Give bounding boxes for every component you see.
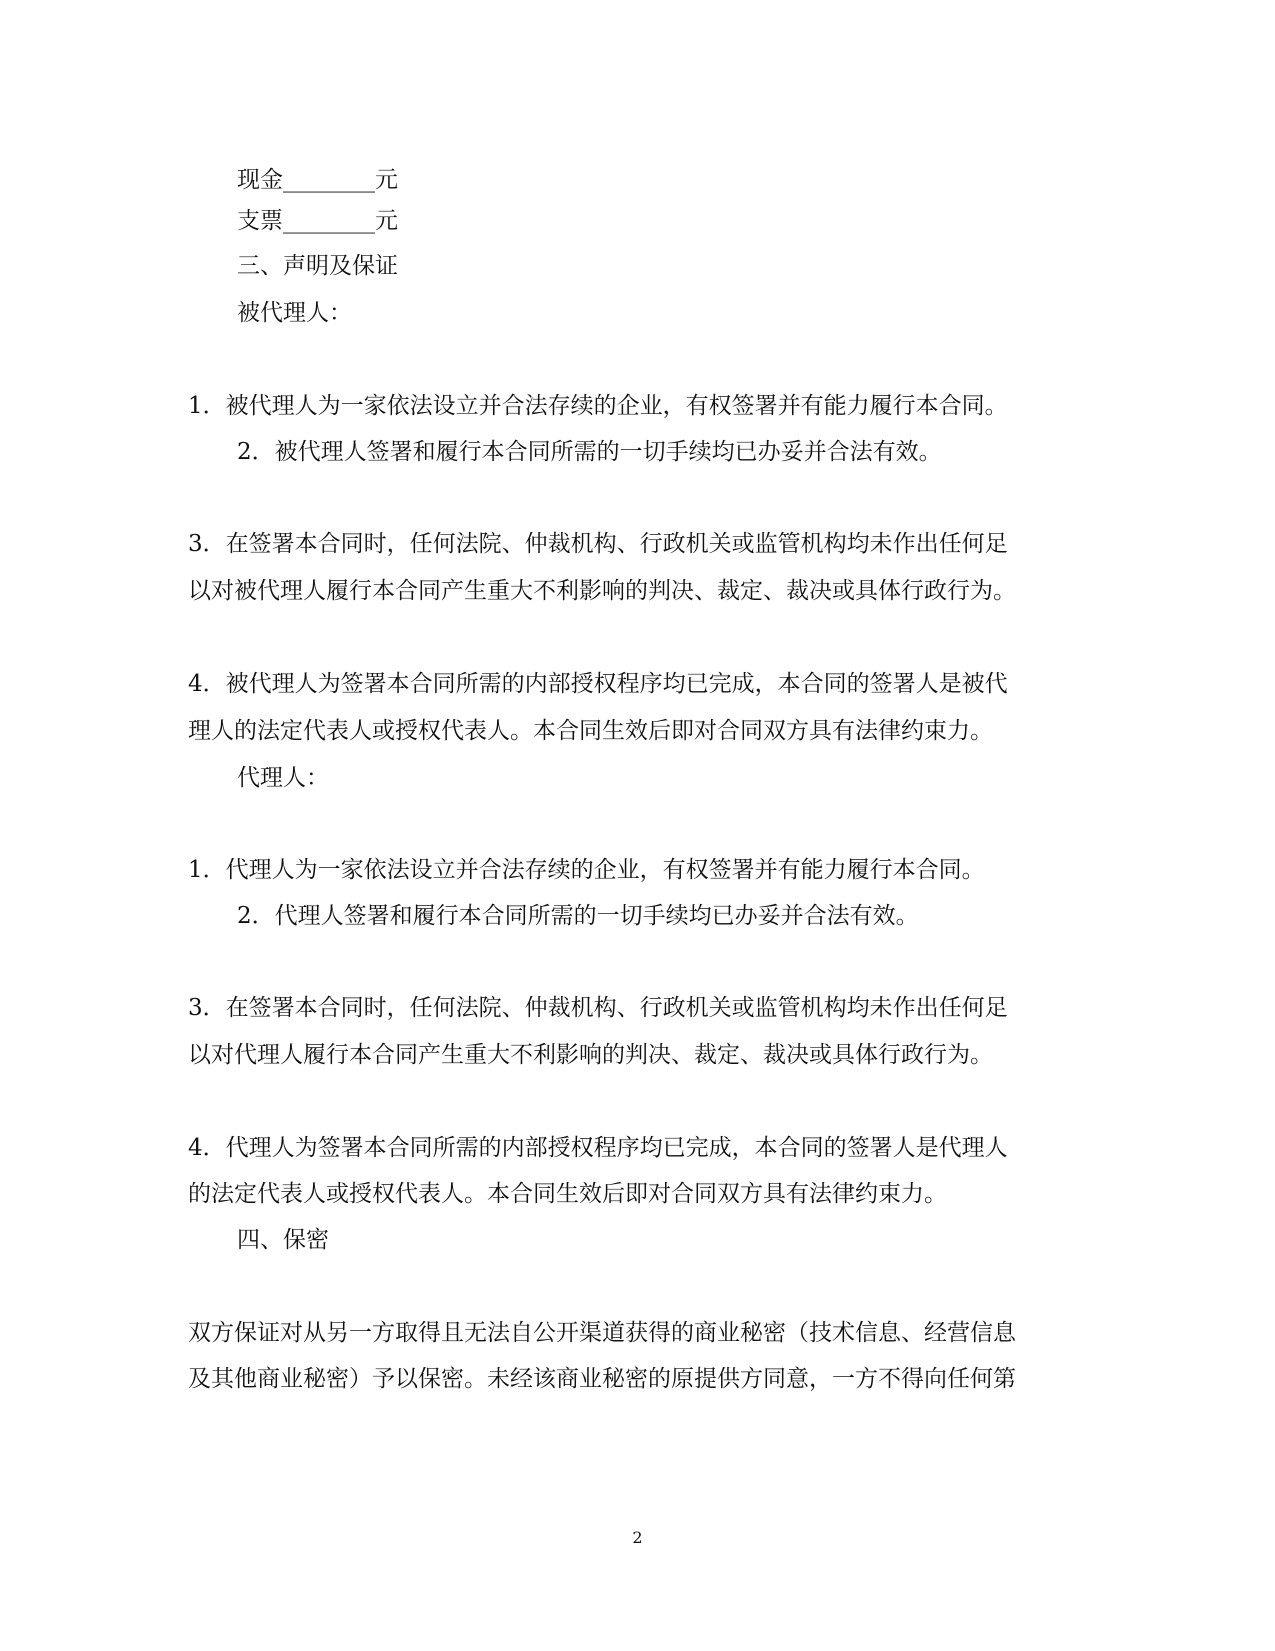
principal-heading: 被代理人：: [237, 300, 352, 326]
principal-item-1: 1．被代理人为一家依法设立并合法存续的企业，有权签署并有能力履行本合同。: [188, 393, 1008, 419]
agent-item-3-line1: 3．在签署本合同时，任何法院、仲裁机构、行政机关或监管机构均未作出任何足: [188, 995, 1008, 1021]
principal-item-4-line1: 4．被代理人为签署本合同所需的内部授权程序均已完成，本合同的签署人是被代: [188, 671, 1008, 697]
agent-item-4-line2: 的法定代表人或授权代表人。本合同生效后即对合同双方具有法律约束力。: [188, 1181, 947, 1207]
cash-amount-line: 现金________元: [237, 167, 398, 193]
page-number: 2: [632, 1528, 643, 1547]
principal-item-4-line2: 理人的法定代表人或授权代表人。本合同生效后即对合同双方具有法律约束力。: [188, 718, 993, 744]
agent-item-1: 1．代理人为一家依法设立并合法存续的企业，有权签署并有能力履行本合同。: [188, 857, 985, 883]
confidentiality-line-1: 双方保证对从另一方取得且无法自公开渠道获得的商业秘密（技术信息、经营信息: [188, 1320, 1016, 1346]
confidentiality-line-2: 及其他商业秘密）予以保密。未经该商业秘密的原提供方同意，一方不得向任何第: [188, 1366, 1016, 1392]
cheque-amount-line: 支票________元: [237, 208, 398, 234]
section4-heading: 四、保密: [237, 1227, 329, 1253]
agent-item-3-line2: 以对代理人履行本合同产生重大不利影响的判决、裁定、裁决或具体行政行为。: [188, 1042, 993, 1068]
agent-item-4-line1: 4．代理人为签署本合同所需的内部授权程序均已完成，本合同的签署人是代理人: [188, 1135, 1008, 1161]
principal-item-3-line1: 3．在签署本合同时，任何法院、仲裁机构、行政机关或监管机构均未作出任何足: [188, 531, 1008, 557]
section3-heading: 三、声明及保证: [237, 253, 398, 279]
principal-item-2: 2．被代理人签署和履行本合同所需的一切手续均已办妥并合法有效。: [237, 439, 942, 465]
agent-item-2: 2．代理人签署和履行本合同所需的一切手续均已办妥并合法有效。: [237, 903, 919, 929]
agent-heading: 代理人：: [237, 765, 329, 791]
principal-item-3-line2: 以对被代理人履行本合同产生重大不利影响的判决、裁定、裁决或具体行政行为。: [188, 578, 1016, 604]
